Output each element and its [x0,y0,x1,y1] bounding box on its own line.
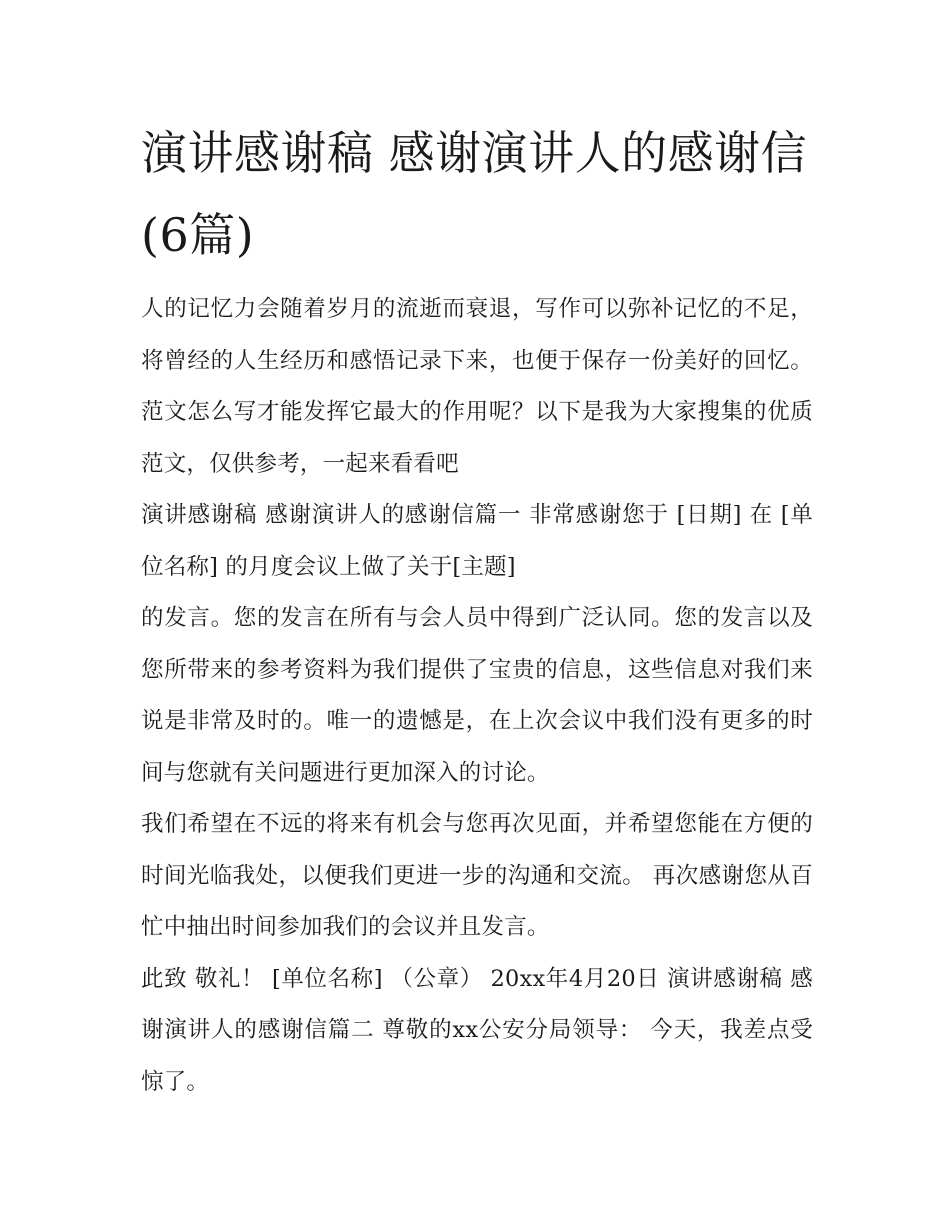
paragraph-intro: 人的记忆力会随着岁月的流逝而衰退，写作可以弥补记忆的不足，将曾经的人生经历和感悟记录下来，也便于保存一份美好的回忆。范文怎么写才能发挥它最大的作用呢？以下是我为大家搜集的优质范文，仅供参考，一起来看看吧 [141,296,813,477]
paragraph-letter-one-closing: 我们希望在不远的将来有机会与您再次见面，并希望您能在方便的时间光临我处，以便我们更进一步的沟通和交流。 再次感谢您从百忙中抽出时间参加我们的会议并且发言。 [141,811,813,940]
paragraph-letter-one-body: 的发言。您的发言在所有与会人员中得到广泛认同。您的发言以及您所带来的参考资料为我们提供了宝贵的信息，这些信息对我们来说是非常及时的。唯一的遗憾是，在上次会议中我们没有更多的时间与您就有关问题进行更加深入的讨论。 [141,605,813,786]
document-page [141,112,813,1108]
paragraph-letter-one-opening: 演讲感谢稿 感谢演讲人的感谢信篇一 非常感谢您于 [日期] 在 [单位名称] 的月度会议上做了关于[主题] [141,502,813,580]
paragraph-letter-two-opening: 此致 敬礼！ [单位名称] （公章） 20xx年4月20日 演讲感谢稿 感谢演讲人的感谢信篇二 尊敬的xx公安分局领导： 今天，我差点受惊了。 [141,965,813,1095]
document-title: 演讲感谢稿 感谢演讲人的感谢信(6篇) [141,126,808,262]
